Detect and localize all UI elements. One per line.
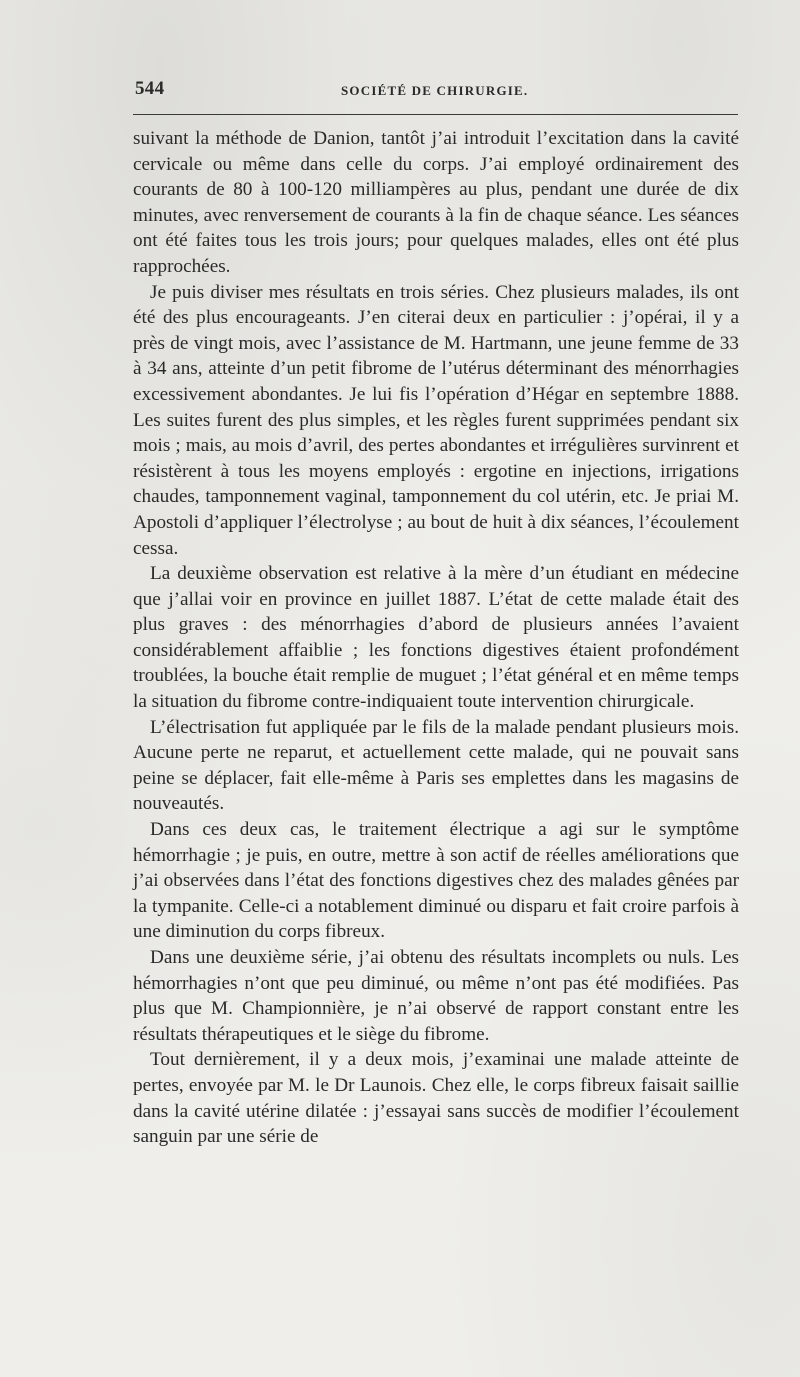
page-header: [133, 74, 738, 104]
paragraph: L’électrisation fut appliquée par le fils de la malade pendant plusieurs mois. Aucune perte ne reparut, et actuellement cette malade, qui ne pouvait sans peine se déplacer, fait elle-même à Paris ses emplettes dans les magasins de nouveautés.: [133, 716, 739, 815]
paragraph: Je puis diviser mes résultats en trois séries. Chez plusieurs malades, ils ont été des plus encourageants. J’en citerai deux en particulier : j’opérai, il y a près de vingt mois, avec l’assistance de M. Hartmann, une jeune femme de 33 à 34 ans, atteinte d’un petit fibrome de l’utérus déterminant des ménorrhagies excessivement abondantes. Je lui fis l’opération d’Hégar en septembre 1888. Les suites furent des plus simples, et les règles furent supprimées pendant six mois ; mais, au mois d’avril, des pertes abondantes et irrégulières survinrent et résistèrent à tous les moyens employés : ergotine en injections, irrigations chaudes, tamponnement vaginal, tamponnement du col utérin, etc. Je priai M. Apostoli d’appliquer l’électrolyse ; au bout de huit à dix séances, l’écoulement cessa.: [133, 281, 739, 559]
page-number: 544: [135, 78, 165, 99]
paragraph: Tout dernièrement, il y a deux mois, j’examinai une malade atteinte de pertes, envoyée par M. le Dr Launois. Chez elle, le corps fibreux faisait saillie dans la cavité utérine dilatée : j’essayai sans succès de modifier l’écoulement sanguin par une série de: [133, 1049, 739, 1148]
paragraph: suivant la méthode de Danion, tantôt j’ai introduit l’excitation dans la cavité cervicale ou même dans celle du corps. J’ai employé ordinairement des courants de 80 à 100-120 milliampères au plus, pendant une durée de dix minutes, avec renversement de courants à la fin de chaque séance. Les séances ont été faites tous les trois jours; pour quelques malades, elles ont été plus rapprochées.: [133, 128, 739, 277]
header-rule: [133, 114, 738, 115]
paragraph: Dans une deuxième série, j’ai obtenu des résultats incomplets ou nuls. Les hémorrhagies n’ont que peu diminué, ou même n’ont pas été modifiées. Pas plus que M. Championnière, je n’ai observé de rapport constant entre les résultats thérapeutiques et le siège du fibrome.: [133, 947, 739, 1045]
paragraph: Dans ces deux cas, le traitement électrique a agi sur le symptôme hémorrhagie ; je puis, en outre, mettre à son actif de réelles améliorations que j’ai observées dans l’état des fonctions digestives chez des malades gênées par la tympanite. Celle-ci a notablement diminué ou disparu et fait croire parfois à une diminution du corps fibreux.: [133, 819, 739, 943]
body-text: [133, 126, 739, 1150]
paragraph: La deuxième observation est relative à la mère d’un étudiant en médecine que j’allai voir en province en juillet 1887. L’état de cette malade était des plus graves : des ménorrhagies d’abord de plusieurs années l’avaient considérablement affaiblie ; les fonctions digestives étaient profondément troublées, la bouche était remplie de muguet ; l’état général et en même temps la situation du fibrome contre-indiquaient toute intervention chirurgicale.: [133, 563, 739, 713]
running-title: SOCIÉTÉ DE CHIRURGIE.: [341, 83, 529, 98]
